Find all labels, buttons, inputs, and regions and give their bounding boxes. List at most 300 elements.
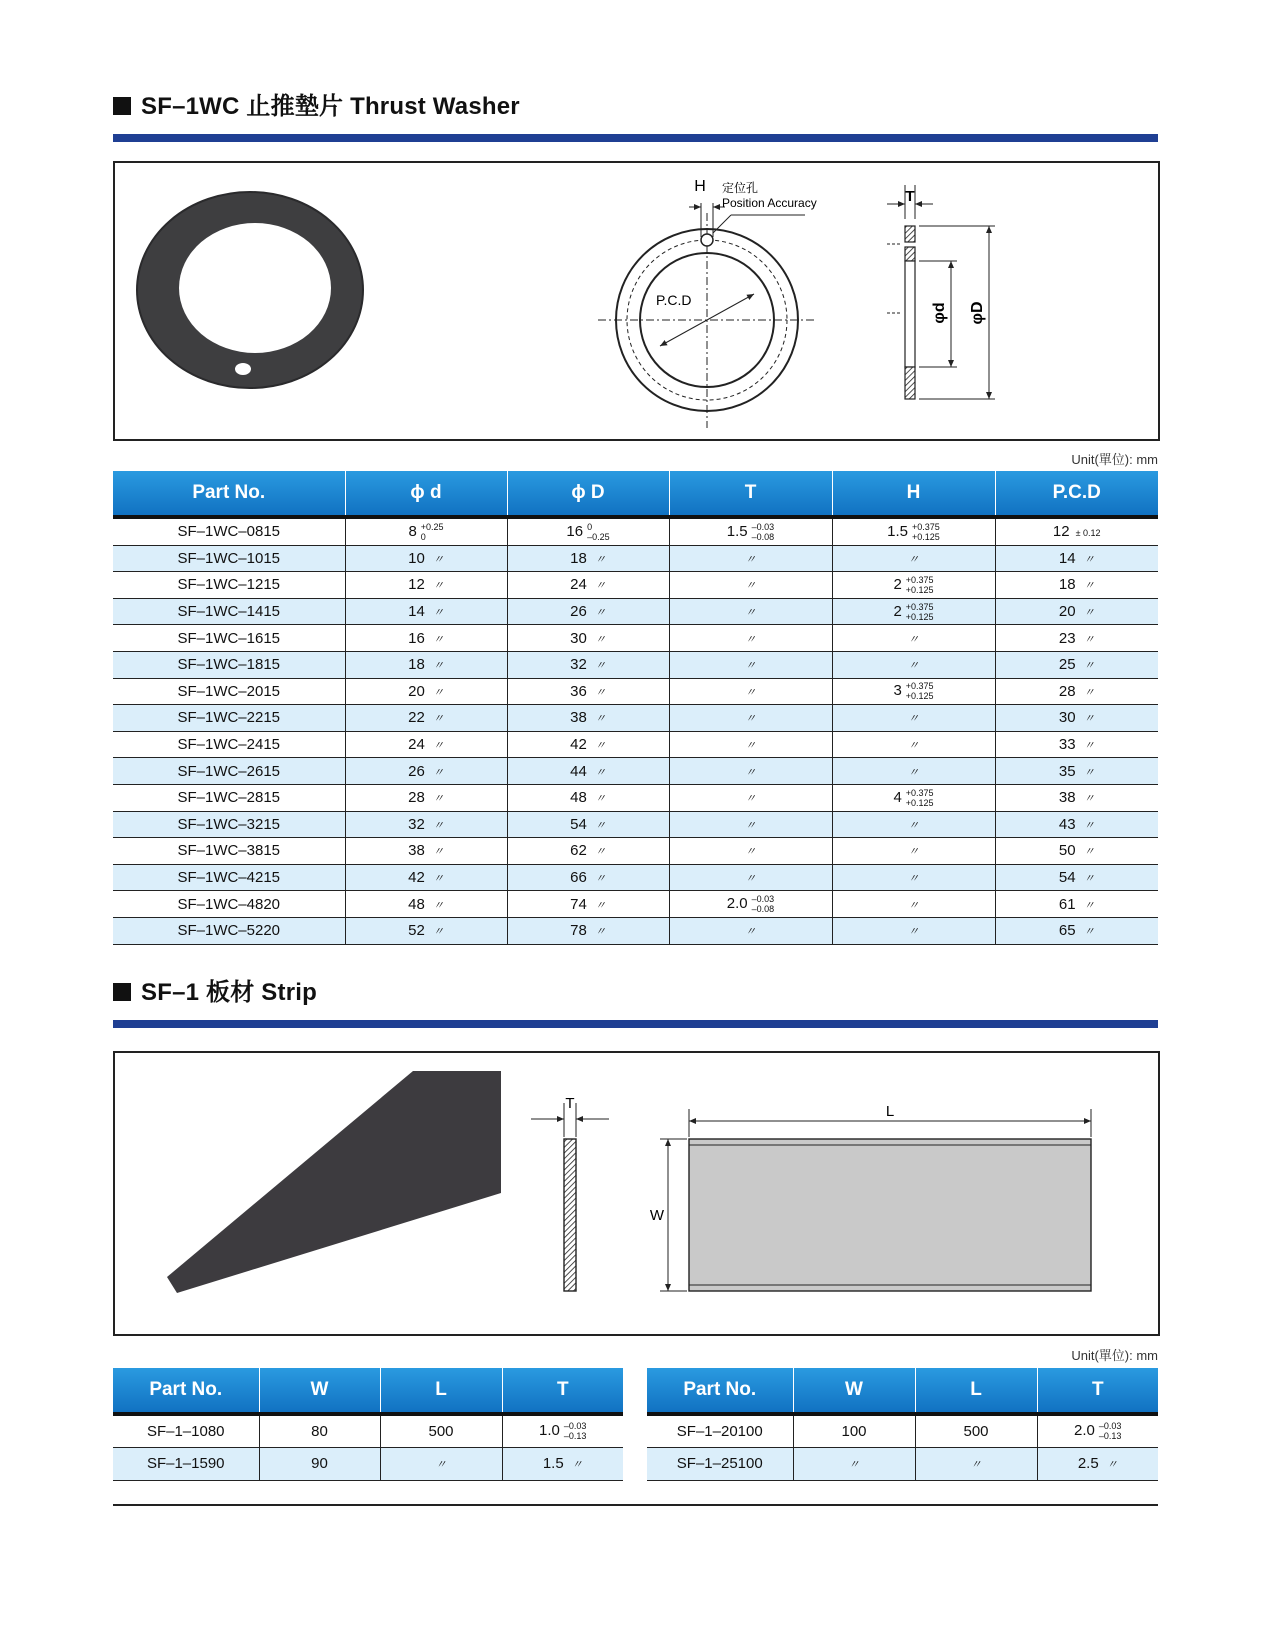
table-row	[113, 572, 1158, 599]
ditto-mark: 〃	[432, 846, 444, 859]
cell-value: 30	[1058, 709, 1076, 727]
tolerance-upper: –0.03	[751, 521, 775, 532]
header-pcd: P.C.D	[995, 471, 1158, 517]
h-cell	[832, 651, 995, 678]
cell-value: 1.5	[887, 522, 909, 540]
pcd-label: P.C.D	[656, 292, 692, 308]
pcd-cell	[995, 864, 1158, 891]
pcd-cell	[995, 678, 1158, 705]
ditto-mark: 〃	[594, 553, 606, 566]
d-cell	[507, 705, 669, 732]
part-no-cell: SF–1WC–4215	[113, 864, 345, 891]
h-cell	[832, 598, 995, 625]
d-cell	[507, 891, 669, 918]
ditto-mark: 〃	[594, 740, 606, 753]
t-cell	[1037, 1447, 1158, 1480]
cell-value: 66	[570, 869, 587, 887]
position-accuracy-label: Position Accuracy	[722, 196, 817, 210]
cell-value: 36	[570, 682, 587, 700]
ditto-mark: 〃	[745, 873, 756, 886]
d-cell	[345, 838, 507, 865]
position-hole-label-cn: 定位孔	[722, 181, 759, 195]
part-no-cell: SF–1WC–1615	[113, 625, 345, 652]
ditto-mark: 〃	[848, 1459, 860, 1471]
l-cell	[915, 1414, 1037, 1447]
w-cell	[793, 1447, 915, 1480]
table-row	[113, 758, 1158, 785]
cell-value: 62	[570, 842, 587, 860]
cell-value: 42	[570, 736, 587, 754]
tolerance-lower: +0.125	[905, 691, 934, 702]
tolerance	[421, 522, 444, 542]
table-header-row	[113, 471, 1158, 517]
table-row	[113, 1447, 623, 1480]
part-no-cell: SF–1WC–2015	[113, 678, 345, 705]
tolerance-upper: +0.375	[912, 521, 940, 532]
cell-value: 20	[1058, 603, 1076, 621]
part-no-cell: SF–1WC–3215	[113, 811, 345, 838]
square-bullet-icon	[113, 983, 131, 1001]
cell-value: 14	[408, 603, 425, 621]
tolerance	[1099, 1421, 1122, 1441]
strip-photo	[167, 1071, 501, 1293]
pcd-cell	[995, 651, 1158, 678]
d-cell	[507, 572, 669, 599]
washer-spec-table	[113, 471, 1158, 945]
cell-value: 80	[311, 1422, 328, 1440]
d-cell	[507, 678, 669, 705]
table-row	[113, 545, 1158, 572]
cell-value: 18	[1058, 576, 1076, 594]
table-row	[113, 705, 1158, 732]
tolerance	[912, 522, 940, 542]
ditto-mark: 〃	[745, 926, 756, 939]
d-cell	[507, 784, 669, 811]
ditto-mark: 〃	[594, 766, 606, 779]
ditto-mark: 〃	[908, 873, 919, 886]
ditto-mark: 〃	[432, 740, 444, 753]
ditto-mark: 〃	[908, 633, 919, 646]
t-cell	[669, 705, 832, 732]
ditto-mark: 〃	[432, 686, 444, 699]
ditto-mark: 〃	[432, 580, 444, 593]
cell-value: 44	[570, 762, 587, 780]
pcd-cell	[995, 598, 1158, 625]
cell-value: 14	[1058, 549, 1076, 567]
tolerance-lower: –0.13	[563, 1431, 587, 1442]
square-bullet-icon	[113, 97, 131, 115]
cell-value: 20	[408, 682, 425, 700]
cell-value: 10	[408, 549, 425, 567]
d-cell	[345, 784, 507, 811]
washer-photo	[137, 192, 363, 388]
ditto-mark: 〃	[908, 740, 919, 753]
ditto-mark: 〃	[571, 1459, 583, 1471]
table-row	[113, 917, 1158, 944]
header-t: T	[1037, 1368, 1158, 1414]
tolerance	[752, 894, 775, 914]
part-no-cell: SF–1WC–1815	[113, 651, 345, 678]
cell-value: 42	[408, 869, 425, 887]
h-cell	[832, 572, 995, 599]
tolerance	[906, 575, 934, 595]
ditto-mark: 〃	[745, 766, 756, 779]
d-cell	[507, 811, 669, 838]
ditto-mark: 〃	[594, 633, 606, 646]
pcd-cell	[995, 625, 1158, 652]
h-cell	[832, 545, 995, 572]
table-row	[647, 1447, 1158, 1480]
cell-value: 4	[893, 788, 902, 806]
part-no-cell: SF–1WC–3815	[113, 838, 345, 865]
w-cell	[793, 1414, 915, 1447]
ditto-mark: 〃	[432, 553, 444, 566]
strip-diagram-frame	[113, 1051, 1160, 1336]
pcd-cell	[995, 705, 1158, 732]
table-header-row	[647, 1368, 1158, 1414]
header-t: T	[502, 1368, 623, 1414]
cell-value: 3	[893, 682, 902, 700]
d-cell	[345, 651, 507, 678]
washer-unit-label: Unit(單位): mm	[1071, 452, 1158, 467]
ditto-mark: 〃	[432, 873, 444, 886]
cell-value: 2.0	[726, 895, 748, 913]
cell-value: 16	[408, 629, 425, 647]
w-cell	[259, 1414, 380, 1447]
header-l: L	[380, 1368, 502, 1414]
tolerance-upper: –0.03	[751, 894, 775, 905]
strip-l-label: L	[885, 1103, 895, 1120]
d-cell	[507, 625, 669, 652]
cell-value: 16	[566, 522, 584, 540]
ditto-mark: 〃	[594, 926, 606, 939]
part-no-cell: SF–1–1590	[113, 1447, 259, 1480]
table-row	[113, 838, 1158, 865]
t-cell	[669, 864, 832, 891]
ditto-mark: 〃	[745, 819, 756, 832]
tolerance-lower: +0.125	[905, 584, 934, 595]
l-cell	[915, 1447, 1037, 1480]
table-row	[113, 784, 1158, 811]
d-cell	[345, 917, 507, 944]
table-row	[113, 678, 1158, 705]
ditto-mark: 〃	[1083, 686, 1095, 699]
ditto-mark: 〃	[745, 686, 756, 699]
cell-value: 100	[841, 1422, 867, 1440]
part-no-cell: SF–1WC–1415	[113, 598, 345, 625]
washer-section-title: SF–1WC 止推墊片 Thrust Washer	[113, 86, 520, 121]
ditto-mark: 〃	[594, 660, 606, 673]
cell-value: 25	[1058, 656, 1076, 674]
pcd-cell	[995, 758, 1158, 785]
cell-value: 24	[408, 736, 425, 754]
strip-t-label: T	[565, 1095, 575, 1112]
tolerance-lower: 0	[420, 531, 426, 542]
tolerance-lower: –0.13	[1098, 1431, 1122, 1442]
tolerance	[906, 788, 934, 808]
d-cell	[507, 838, 669, 865]
header-big-d: ϕ D	[507, 471, 669, 517]
tolerance-upper: +0.25	[420, 521, 444, 532]
h-cell	[832, 517, 995, 545]
part-no-cell: SF–1WC–1015	[113, 545, 345, 572]
cell-value: 23	[1058, 629, 1076, 647]
cell-value: 22	[408, 709, 425, 727]
cell-value: 52	[408, 922, 425, 940]
t-cell	[669, 731, 832, 758]
d-cell	[345, 891, 507, 918]
tolerance	[752, 522, 775, 542]
d-cell	[345, 625, 507, 652]
t-cell	[669, 811, 832, 838]
ditto-mark: 〃	[908, 899, 919, 912]
part-no-cell: SF–1–25100	[647, 1447, 793, 1480]
h-cell	[832, 864, 995, 891]
washer-diagram	[115, 163, 1158, 439]
ditto-mark: 〃	[594, 713, 606, 726]
h-cell	[832, 705, 995, 732]
ditto-mark: 〃	[594, 819, 606, 832]
tolerance-upper: –0.03	[1098, 1421, 1122, 1432]
pcd-cell	[995, 517, 1158, 545]
strip-spec-table-right	[647, 1368, 1158, 1481]
ditto-mark: 〃	[908, 553, 919, 566]
ditto-mark: 〃	[745, 553, 756, 566]
t-cell	[669, 891, 832, 918]
header-w: W	[793, 1368, 915, 1414]
ditto-mark: 〃	[970, 1459, 982, 1471]
table-row	[113, 864, 1158, 891]
cell-value: 12	[1052, 523, 1070, 541]
ditto-mark: 〃	[432, 766, 444, 779]
tolerance-lower: +0.125	[905, 797, 934, 808]
t-cell	[669, 651, 832, 678]
cell-value: 43	[1058, 815, 1076, 833]
ditto-mark: 〃	[432, 819, 444, 832]
ditto-mark: 〃	[594, 873, 606, 886]
ditto-mark: 〃	[1106, 1459, 1118, 1471]
cell-value: 48	[570, 789, 587, 807]
header-d: ϕ d	[345, 471, 507, 517]
tolerance	[906, 681, 934, 701]
tolerance-lower: –0.08	[751, 531, 775, 542]
t-cell	[669, 678, 832, 705]
cell-value: 78	[570, 922, 587, 940]
ditto-mark: 〃	[435, 1459, 447, 1471]
cell-value: 33	[1058, 736, 1076, 754]
d-cell	[507, 864, 669, 891]
h-cell	[832, 731, 995, 758]
ditto-mark: 〃	[432, 633, 444, 646]
h-cell	[832, 811, 995, 838]
strip-left-table-body	[113, 1414, 623, 1480]
tolerance: ± 0.12	[1075, 528, 1101, 539]
tolerance-upper: +0.375	[905, 681, 934, 692]
tolerance-upper: +0.375	[905, 601, 934, 612]
ditto-mark: 〃	[1083, 740, 1095, 753]
ditto-mark: 〃	[1083, 633, 1095, 646]
table-row	[113, 651, 1158, 678]
d-cell	[507, 731, 669, 758]
h-label: H	[694, 178, 706, 195]
pcd-cell	[995, 545, 1158, 572]
ditto-mark: 〃	[908, 660, 919, 673]
ditto-mark: 〃	[432, 607, 444, 620]
t-label: T	[905, 188, 915, 205]
ditto-mark: 〃	[432, 660, 444, 673]
blue-divider	[113, 134, 1158, 142]
blue-divider	[113, 1020, 1158, 1028]
strip-spec-table-left	[113, 1368, 623, 1481]
ditto-mark: 〃	[745, 633, 756, 646]
tolerance-lower: –0.08	[751, 904, 775, 915]
cell-value: 1.5	[542, 1455, 564, 1472]
ditto-mark: 〃	[1083, 660, 1095, 673]
pcd-cell	[995, 572, 1158, 599]
table-row	[113, 731, 1158, 758]
t-cell	[669, 517, 832, 545]
ditto-mark: 〃	[1083, 713, 1095, 726]
part-no-cell: SF–1WC–2615	[113, 758, 345, 785]
part-no-cell: SF–1WC–1215	[113, 572, 345, 599]
table-row	[113, 1414, 623, 1447]
ditto-mark: 〃	[745, 846, 756, 859]
table-header-row	[113, 1368, 623, 1414]
ditto-mark: 〃	[1083, 873, 1095, 886]
t-cell	[669, 598, 832, 625]
part-no-cell: SF–1WC–5220	[113, 917, 345, 944]
l-cell	[380, 1414, 502, 1447]
cell-value: 32	[570, 656, 587, 674]
cell-value: 8	[408, 522, 417, 540]
h-cell	[832, 625, 995, 652]
washer-diagram-frame	[113, 161, 1160, 441]
cell-value: 2.5	[1077, 1455, 1099, 1472]
h-cell	[832, 678, 995, 705]
cell-value: 24	[570, 576, 587, 594]
cell-value: 54	[570, 815, 587, 833]
part-no-cell: SF–1–20100	[647, 1414, 793, 1447]
d-cell	[345, 758, 507, 785]
ditto-mark: 〃	[1083, 899, 1095, 912]
ditto-mark: 〃	[594, 686, 606, 699]
ditto-mark: 〃	[594, 580, 606, 593]
part-no-cell: SF–1WC–0815	[113, 517, 345, 545]
pcd-cell	[995, 838, 1158, 865]
ditto-mark: 〃	[745, 713, 756, 726]
strip-unit-label: Unit(單位): mm	[1071, 1348, 1158, 1363]
t-cell	[502, 1414, 623, 1447]
cell-value: 48	[408, 895, 425, 913]
washer-side-view	[887, 185, 995, 399]
t-cell	[1037, 1414, 1158, 1447]
ditto-mark: 〃	[1083, 766, 1095, 779]
ditto-mark: 〃	[745, 660, 756, 673]
cell-value: 18	[570, 549, 587, 567]
d-cell	[345, 678, 507, 705]
ditto-mark: 〃	[594, 899, 606, 912]
h-cell	[832, 838, 995, 865]
h-cell	[832, 891, 995, 918]
phi-big-d-label: φD	[969, 301, 986, 325]
strip-diagram	[115, 1053, 1158, 1334]
ditto-mark: 〃	[1083, 819, 1095, 832]
tolerance	[587, 522, 610, 542]
cell-value: 65	[1058, 922, 1076, 940]
table-row	[647, 1414, 1158, 1447]
d-cell	[345, 864, 507, 891]
cell-value: 1.5	[726, 522, 748, 540]
table-row	[113, 517, 1158, 545]
ditto-mark: 〃	[594, 793, 606, 806]
cell-value: 18	[408, 656, 425, 674]
cell-value: 2	[893, 575, 902, 593]
t-cell	[669, 545, 832, 572]
ditto-mark: 〃	[1083, 553, 1095, 566]
strip-section-title: SF–1 板材 Strip	[113, 972, 317, 1007]
tolerance-lower: +0.125	[905, 611, 934, 622]
ditto-mark: 〃	[1083, 926, 1095, 939]
tolerance-lower: +0.125	[912, 531, 940, 542]
ditto-mark: 〃	[745, 793, 756, 806]
cell-value: 38	[570, 709, 587, 727]
washer-front-view	[598, 178, 817, 428]
cell-value: 61	[1058, 895, 1076, 913]
table-row	[113, 625, 1158, 652]
d-cell	[345, 545, 507, 572]
cell-value: 2	[893, 602, 902, 620]
d-cell	[345, 705, 507, 732]
d-cell	[507, 917, 669, 944]
ditto-mark: 〃	[908, 766, 919, 779]
t-cell	[669, 917, 832, 944]
cell-value: 35	[1058, 762, 1076, 780]
ditto-mark: 〃	[745, 580, 756, 593]
pcd-cell	[995, 917, 1158, 944]
cell-value: 38	[408, 842, 425, 860]
d-cell	[345, 517, 507, 545]
cell-value: 50	[1058, 842, 1076, 860]
cell-value: 500	[963, 1422, 989, 1440]
w-cell	[259, 1447, 380, 1480]
t-cell	[502, 1447, 623, 1480]
d-cell	[345, 811, 507, 838]
tolerance-upper: +0.375	[905, 787, 934, 798]
washer-table-body	[113, 517, 1158, 944]
ditto-mark: 〃	[432, 926, 444, 939]
l-cell	[380, 1447, 502, 1480]
d-cell	[345, 598, 507, 625]
ditto-mark: 〃	[432, 713, 444, 726]
ditto-mark: 〃	[1083, 846, 1095, 859]
d-cell	[507, 545, 669, 572]
h-cell	[832, 784, 995, 811]
cell-value: 26	[570, 603, 587, 621]
ditto-mark: 〃	[432, 793, 444, 806]
strip-plan-view	[650, 1103, 1091, 1291]
ditto-mark: 〃	[1083, 793, 1095, 806]
ditto-mark: 〃	[594, 846, 606, 859]
part-no-cell: SF–1WC–2415	[113, 731, 345, 758]
cell-value: 500	[428, 1422, 454, 1440]
strip-right-table-body	[647, 1414, 1158, 1480]
ditto-mark: 〃	[908, 713, 919, 726]
part-no-cell: SF–1WC–4820	[113, 891, 345, 918]
pcd-cell	[995, 784, 1158, 811]
tolerance-upper: 0	[587, 521, 593, 532]
ditto-mark: 〃	[908, 926, 919, 939]
cell-value: 26	[408, 762, 425, 780]
